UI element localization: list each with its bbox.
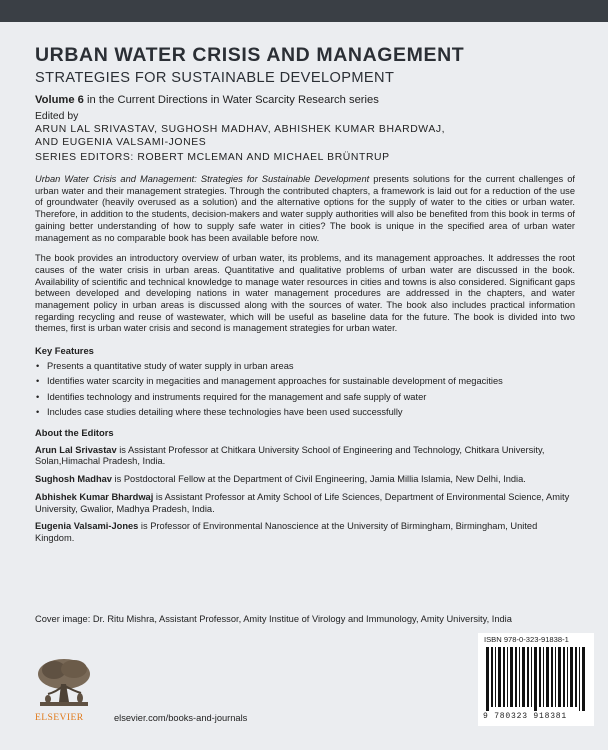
isbn-label: ISBN 978-0-323-91838-1: [484, 635, 569, 644]
barcode-bar: [570, 647, 573, 707]
barcode-bar: [563, 647, 565, 707]
editor-name: Arun Lal Srivastav: [35, 444, 117, 455]
edited-by-label: Edited by: [35, 111, 79, 122]
barcode-bar: [507, 647, 508, 707]
series-name: in the Current Directions in Water Scarcity Research series: [83, 94, 379, 106]
editor-bio-text: is Assistant Professor at Chitkara University School of Engineering and Technology, Chitkara University, Solan,Himachal Pradesh, India.: [35, 444, 545, 467]
barcode-bar: [546, 647, 549, 707]
volume-number: Volume 6: [35, 94, 84, 106]
top-bar: [0, 0, 608, 22]
editor-name: Eugenia Valsami-Jones: [35, 521, 139, 532]
cover-image-credit: Cover image: Dr. Ritu Mishra, Assistant Professor, Amity Institue of Virology and Immunology, Amity University, India: [35, 614, 512, 624]
editor-bio-text: is Assistant Professor at Amity School of Life Sciences, Department of Environmental Science, Amity University, Gwalior, Madhya Pradesh, India.: [35, 491, 570, 514]
description-paragraph-2: The book provides an introductory overview of urban water, its problems, and its management approaches. It addresses the root causes of the water crisis in urban areas. Quantitative and qualitative problems of urban water are discussed in the book. Availability of scientific and technical knowledge to manage water resources in cities and towns is also considered. Significant gaps between developed and developing nations in water management procedures are addressed in the chapters, and water management policy in urban areas is discussed along with the sources of water. The book also includes practical information regarding recycling and reuse of wastewater, which will be useful as baseline data for the future. The book is divided into two themes, first is urban water crisis and second is management strategies for urban water.: [35, 253, 575, 334]
editor-name: Sughosh Madhav: [35, 474, 112, 485]
editor-bio-text: is Postdoctoral Fellow at the Department of Civil Engineering, Jamia Millia Islamia, New Delhi, India.: [111, 474, 526, 485]
editor-bio: [35, 445, 575, 468]
barcode-bar: [575, 647, 577, 707]
barcode-number: 9 780323 918381: [483, 712, 568, 721]
barcode-bar: [551, 647, 553, 707]
barcode-bar: [531, 647, 532, 707]
description-text-1: presents solutions for the current challenges of urban water and their management strategies. Through the contributed chapters, a framework is laid out for a reduction of the use of groundwater (heavily overused as a solution) and the alternative options for the supply of water to the cities or urban water. Therefore, in addition to the students, decision-makers and water supply authorities will also be benefited from this book in terms of gaining better understanding of how to supply safe water in cities? The book is unique in the specified area of urban water management as no comparable book has been available before now.: [35, 174, 575, 243]
barcode-bar: [491, 647, 493, 707]
barcode-bar: [579, 647, 580, 711]
barcode-bar: [543, 647, 544, 707]
key-features-list: [35, 361, 575, 419]
barcode-bar: [510, 647, 513, 707]
barcode-bar: [503, 647, 505, 707]
barcode-bar: [515, 647, 517, 707]
barcode-bar: [486, 647, 489, 711]
key-feature-item: • Identifies water scarcity in megacities and management approaches for sustainable development of megacities: [35, 376, 575, 388]
series-volume: [35, 93, 575, 107]
about-editors-heading: About the Editors: [35, 426, 114, 438]
barcode-bar: [495, 647, 496, 707]
barcode-bar: [534, 647, 537, 711]
barcode-bar: [527, 647, 529, 707]
key-feature-item: • Includes case studies detailing where these technologies have been used successfully: [35, 407, 575, 419]
barcode-bar: [558, 647, 561, 707]
editors-line-1: ARUN LAL SRIVASTAV, SUGHOSH MADHAV, ABHISHEK KUMAR BHARDWAJ,: [35, 124, 446, 135]
key-feature-item: • Presents a quantitative study of water supply in urban areas: [35, 361, 575, 373]
barcode-box: [478, 633, 594, 726]
editor-bio: [35, 521, 575, 544]
editors-line-2: AND EUGENIA VALSAMI-JONES: [35, 137, 207, 148]
key-features-heading: Key Features: [35, 345, 94, 357]
key-feature-item: • Identifies technology and instruments required for the management and safe supply of water: [35, 392, 575, 404]
book-title-italic: Urban Water Crisis and Management: Strategies for Sustainable Development: [35, 174, 370, 184]
editor-bio-text: is Professor of Environmental Nanoscience at the University of Birmingham, Birmingham, United Kingdom.: [35, 521, 538, 543]
barcode-bar: [539, 647, 541, 707]
barcode-bar: [567, 647, 568, 707]
barcode-bar: [582, 647, 585, 711]
series-editors: SERIES EDITORS: ROBERT MCLEMAN AND MICHAEL BRÜNTRUP: [35, 152, 390, 163]
publisher-website-link[interactable]: elsevier.com/books-and-journals: [114, 713, 248, 723]
description-paragraph-1: [35, 174, 575, 244]
editor-bio: [35, 492, 575, 515]
barcode-bar: [555, 647, 556, 707]
elsevier-wordmark: ELSEVIER: [35, 712, 84, 723]
barcode-icon: [486, 647, 586, 711]
editor-name: Abhishek Kumar Bhardwaj: [35, 491, 154, 502]
barcode-bar: [522, 647, 525, 707]
book-subtitle: STRATEGIES FOR SUSTAINABLE DEVELOPMENT: [35, 70, 395, 86]
editor-bio: [35, 474, 575, 486]
book-title: URBAN WATER CRISIS AND MANAGEMENT: [35, 44, 465, 66]
barcode-bar: [519, 647, 520, 707]
barcode-bar: [498, 647, 501, 707]
back-cover-content: [35, 44, 575, 545]
elsevier-tree-logo-icon: [34, 656, 94, 710]
